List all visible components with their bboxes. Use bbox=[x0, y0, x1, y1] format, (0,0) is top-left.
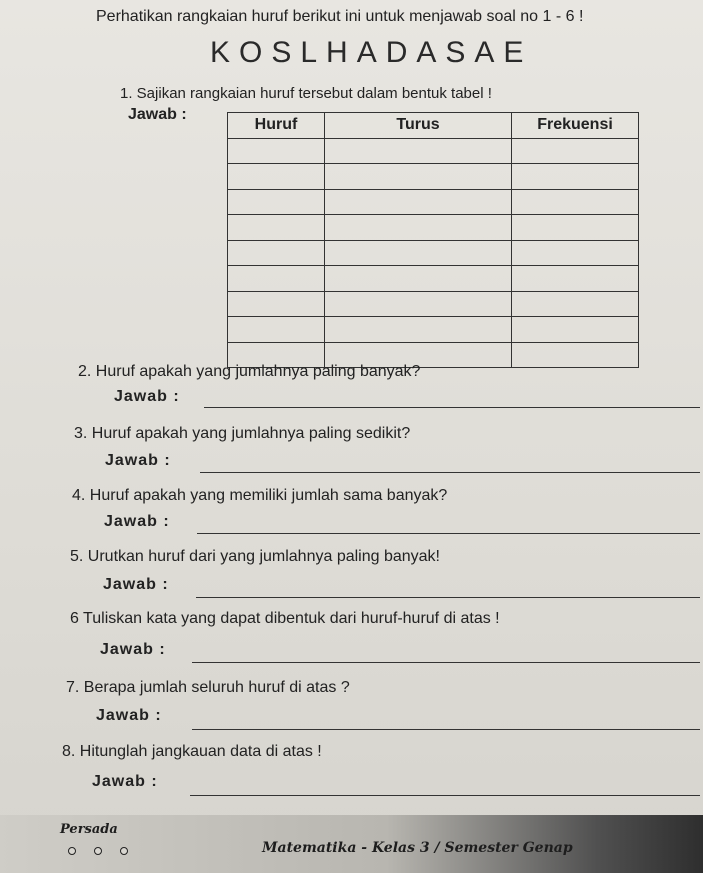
answer-label-1: Jawab : bbox=[128, 106, 187, 123]
table-cell[interactable] bbox=[228, 291, 325, 317]
table-cell[interactable] bbox=[512, 138, 639, 164]
answer-label-6: Jawab : bbox=[100, 641, 166, 658]
table-cell[interactable] bbox=[325, 317, 512, 343]
table-cell[interactable] bbox=[512, 164, 639, 190]
table-row bbox=[228, 317, 639, 343]
table-cell[interactable] bbox=[512, 342, 639, 368]
question-4: 4. Huruf apakah yang memiliki jumlah sama banyak? bbox=[72, 487, 448, 504]
table-cell[interactable] bbox=[325, 266, 512, 292]
question-5: 5. Urutkan huruf dari yang jumlahnya paling banyak! bbox=[70, 548, 440, 565]
answer-line-3[interactable] bbox=[200, 472, 700, 473]
question-8: 8. Hitunglah jangkauan data di atas ! bbox=[62, 743, 322, 760]
answer-line-6[interactable] bbox=[192, 662, 700, 663]
table-cell[interactable] bbox=[512, 215, 639, 241]
col-header-huruf: Huruf bbox=[228, 113, 325, 139]
table-cell[interactable] bbox=[325, 164, 512, 190]
col-header-frekuensi: Frekuensi bbox=[512, 113, 639, 139]
answer-line-4[interactable] bbox=[197, 533, 700, 534]
table-cell[interactable] bbox=[228, 240, 325, 266]
table-cell[interactable] bbox=[512, 189, 639, 215]
book-subject: Matematika - Kelas 3 / Semester Genap bbox=[262, 840, 573, 856]
table-row bbox=[228, 291, 639, 317]
table-cell[interactable] bbox=[325, 240, 512, 266]
table-cell[interactable] bbox=[228, 189, 325, 215]
table-cell[interactable] bbox=[325, 291, 512, 317]
table-cell[interactable] bbox=[512, 317, 639, 343]
answer-line-8[interactable] bbox=[190, 795, 700, 796]
col-header-turus: Turus bbox=[325, 113, 512, 139]
table-row bbox=[228, 164, 639, 190]
answer-line-7[interactable] bbox=[192, 729, 700, 730]
table-header-row bbox=[228, 113, 639, 139]
answer-line-2[interactable] bbox=[204, 407, 700, 408]
footer-dots bbox=[68, 842, 146, 860]
table-cell[interactable] bbox=[325, 189, 512, 215]
table-row bbox=[228, 138, 639, 164]
table-cell[interactable] bbox=[512, 266, 639, 292]
table-cell[interactable] bbox=[512, 291, 639, 317]
dot-icon bbox=[68, 847, 76, 855]
table-row bbox=[228, 215, 639, 241]
table-cell[interactable] bbox=[325, 215, 512, 241]
dot-icon bbox=[120, 847, 128, 855]
table-cell[interactable] bbox=[228, 138, 325, 164]
instruction-text: Perhatikan rangkaian huruf berikut ini untuk menjawab soal no 1 - 6 ! bbox=[96, 8, 584, 25]
table-cell[interactable] bbox=[512, 240, 639, 266]
table-row bbox=[228, 189, 639, 215]
answer-label-8: Jawab : bbox=[92, 773, 158, 790]
answer-label-3: Jawab : bbox=[105, 452, 171, 469]
table-cell[interactable] bbox=[228, 164, 325, 190]
dot-icon bbox=[94, 847, 102, 855]
frequency-table bbox=[227, 112, 639, 368]
answer-label-5: Jawab : bbox=[103, 576, 169, 593]
table-cell[interactable] bbox=[325, 138, 512, 164]
table-row bbox=[228, 266, 639, 292]
question-2: 2. Huruf apakah yang jumlahnya paling banyak? bbox=[78, 363, 421, 380]
table-cell[interactable] bbox=[228, 317, 325, 343]
table-row bbox=[228, 240, 639, 266]
question-7: 7. Berapa jumlah seluruh huruf di atas ? bbox=[66, 679, 350, 696]
question-1: 1. Sajikan rangkaian huruf tersebut dalam bentuk tabel ! bbox=[120, 85, 492, 102]
question-6: 6 Tuliskan kata yang dapat dibentuk dari huruf-huruf di atas ! bbox=[70, 610, 500, 627]
answer-line-5[interactable] bbox=[196, 597, 700, 598]
answer-label-7: Jawab : bbox=[96, 707, 162, 724]
letter-sequence: KOSLHADASAE bbox=[210, 36, 533, 69]
question-3: 3. Huruf apakah yang jumlahnya paling sedikit? bbox=[74, 425, 411, 442]
table-cell[interactable] bbox=[228, 266, 325, 292]
answer-label-2: Jawab : bbox=[114, 388, 180, 405]
table-cell[interactable] bbox=[228, 215, 325, 241]
publisher-logo-text: Persada bbox=[60, 822, 118, 837]
answer-label-4: Jawab : bbox=[104, 513, 170, 530]
